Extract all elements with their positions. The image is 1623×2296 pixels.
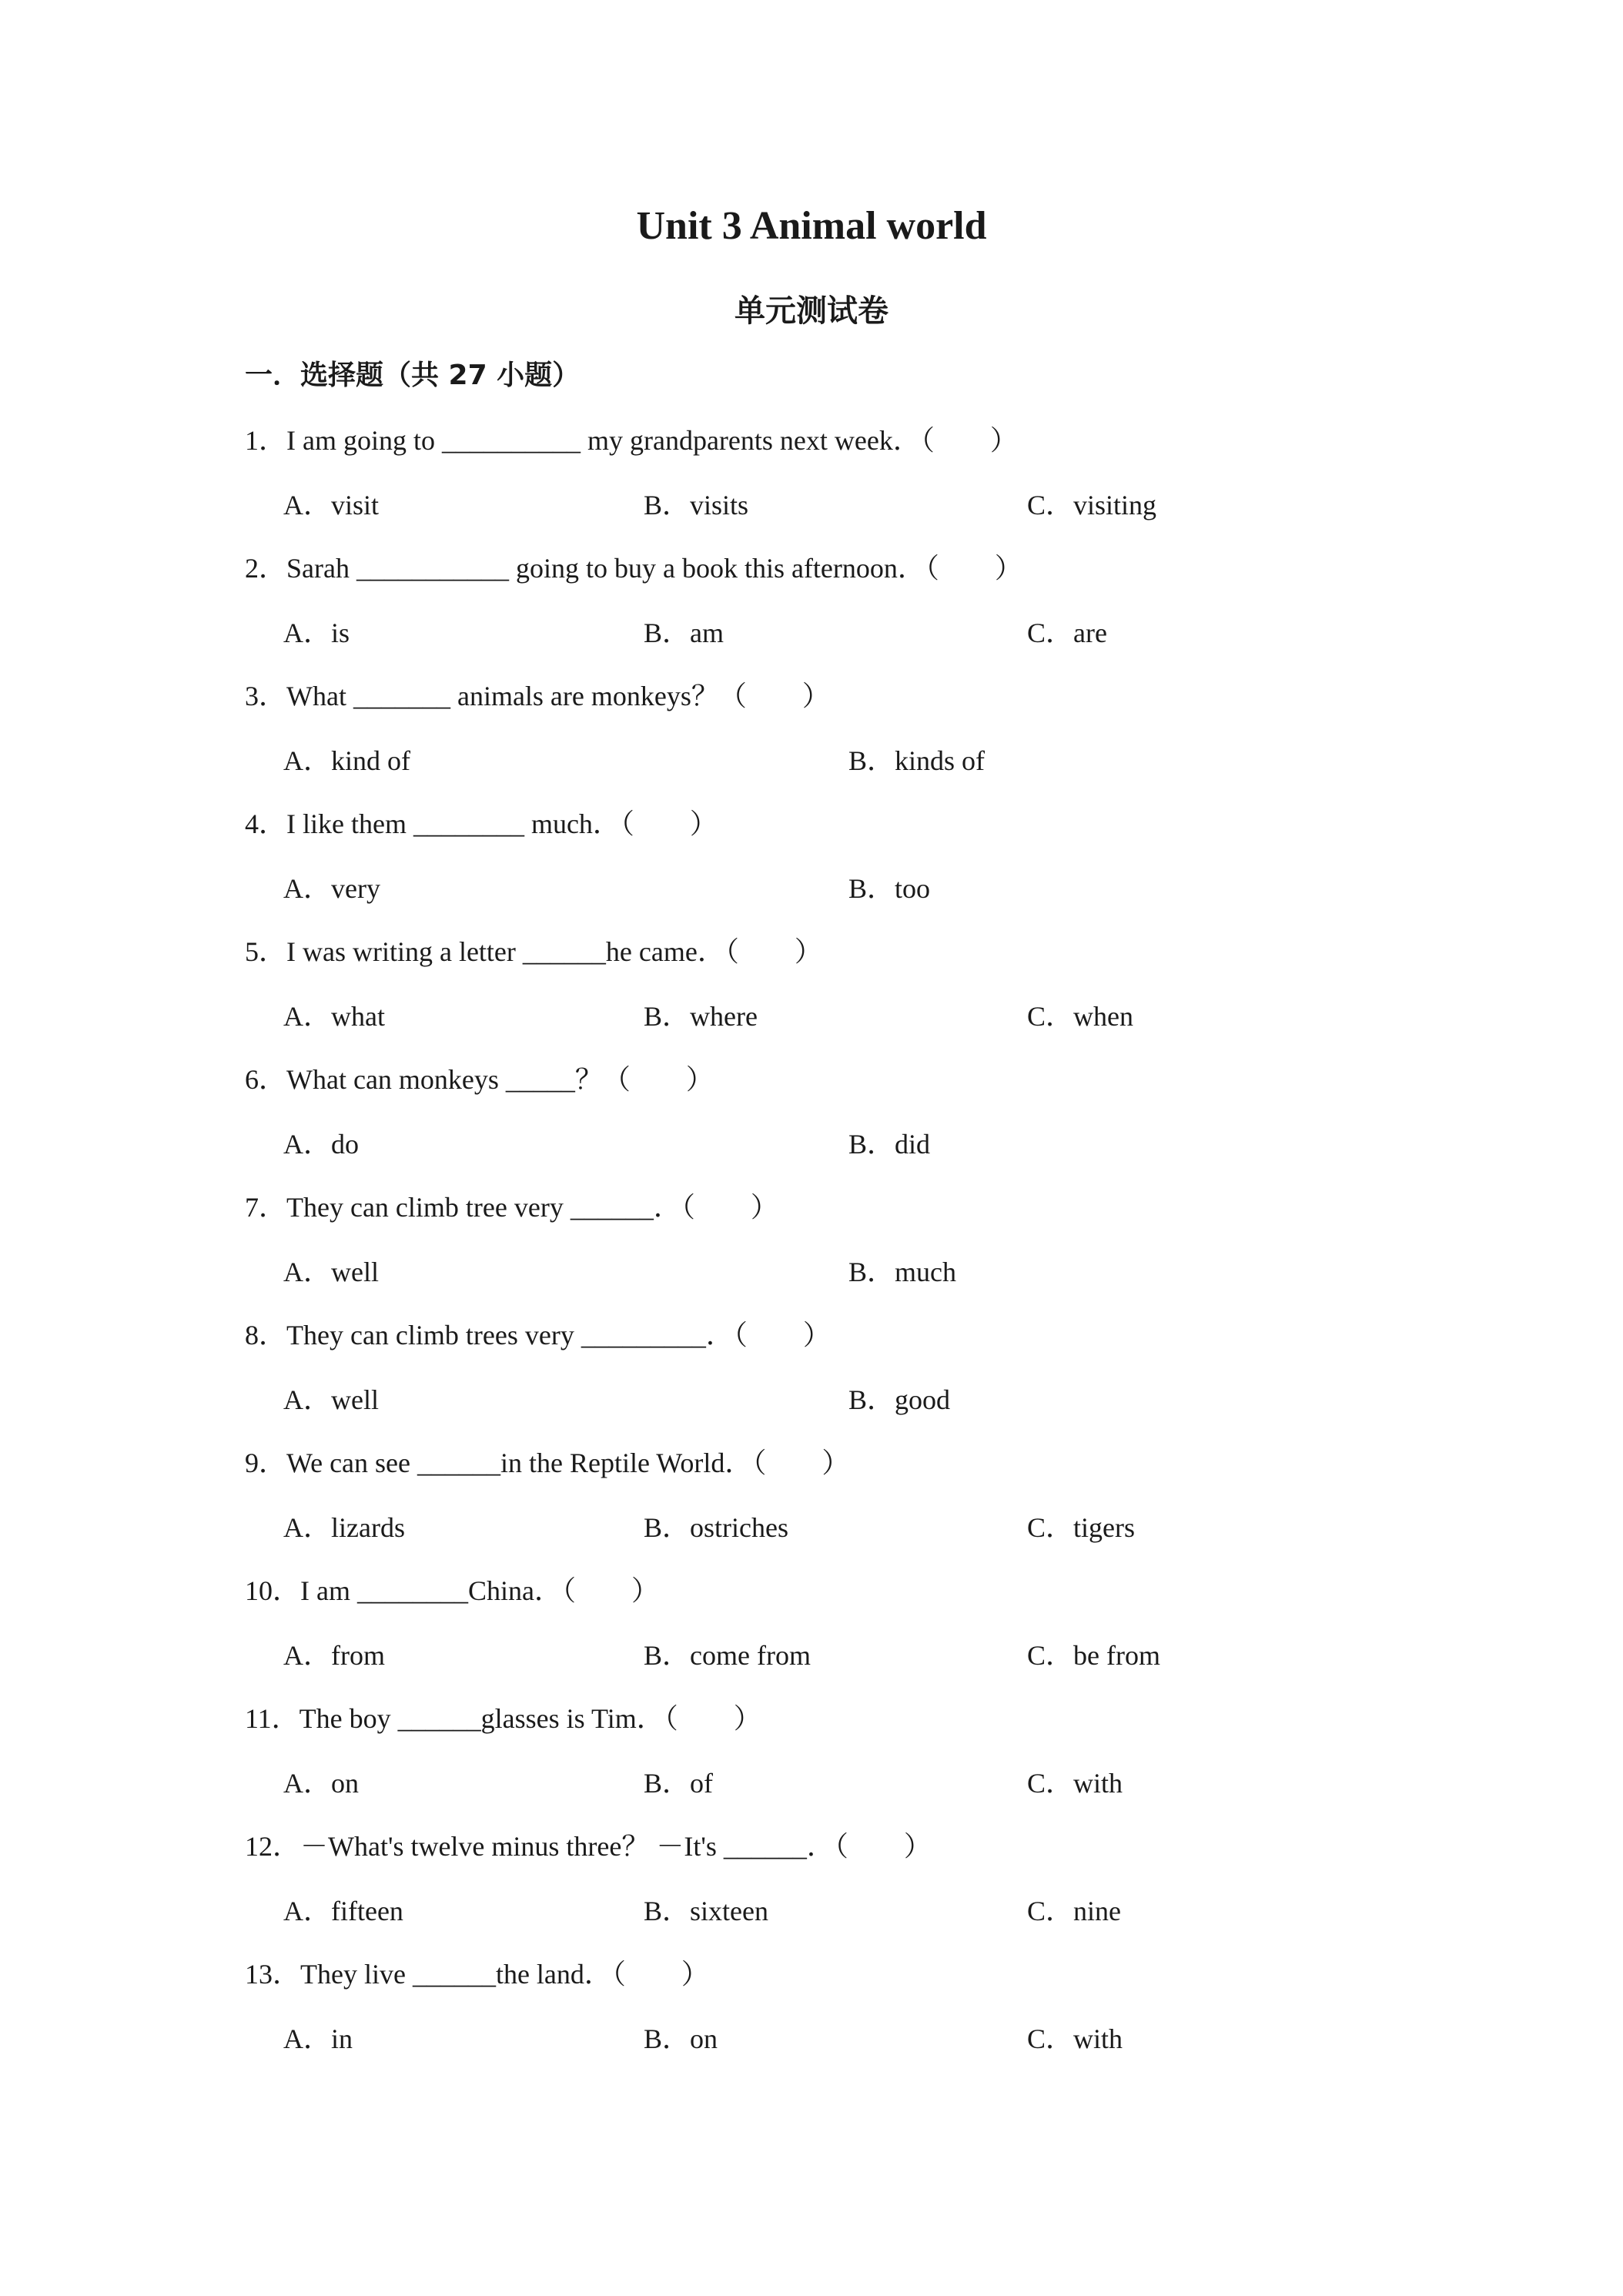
option-row xyxy=(283,1253,1361,1290)
option-row xyxy=(283,1381,1361,1418)
option-row xyxy=(283,2020,1361,2057)
question-stem: 6．What can monkeys _____？（ ） xyxy=(245,1064,714,1095)
option-b[interactable]: B．too xyxy=(848,873,931,904)
option-a[interactable]: A．kind of xyxy=(283,745,410,776)
option-b[interactable]: B．did xyxy=(848,1129,931,1160)
question-stem: 5．I was writing a letter ______he came．（ ） xyxy=(245,936,822,967)
question-4 xyxy=(245,805,1400,933)
option-c[interactable]: C．with xyxy=(1027,1768,1123,1799)
option-c[interactable]: C．be from xyxy=(1027,1640,1160,1671)
option-a[interactable]: A．do xyxy=(283,1129,359,1160)
option-a[interactable]: A．lizards xyxy=(283,1512,405,1543)
question-13 xyxy=(245,1956,1400,2083)
option-b[interactable]: B．on xyxy=(644,2023,718,2054)
option-row xyxy=(283,1126,1361,1163)
option-b[interactable]: B．am xyxy=(644,618,724,648)
option-b[interactable]: B．much xyxy=(848,1257,956,1287)
question-7 xyxy=(245,1189,1400,1317)
option-c[interactable]: C．tigers xyxy=(1027,1512,1135,1543)
question-stem: 8．They can climb trees very _________．（ ） xyxy=(245,1320,831,1350)
option-row xyxy=(283,1509,1361,1546)
question-stem: 4．I like them ________ much．（ ） xyxy=(245,808,718,839)
question-stem: 12．－What's twelve minus three？ －It's ______．（ ） xyxy=(245,1831,932,1862)
option-b[interactable]: B．where xyxy=(644,1001,758,1032)
option-b[interactable]: B．come from xyxy=(644,1640,811,1671)
question-stem: 9．We can see ______in the Reptile World．（ ） xyxy=(245,1448,850,1478)
option-c[interactable]: C．when xyxy=(1027,1001,1133,1032)
question-10 xyxy=(245,1572,1400,1700)
option-a[interactable]: A．what xyxy=(283,1001,385,1032)
question-1 xyxy=(245,422,1400,550)
option-b[interactable]: B．good xyxy=(848,1384,951,1415)
question-stem: 3．What _______ animals are monkeys？（ ） xyxy=(245,681,830,711)
option-row xyxy=(283,614,1361,651)
option-row xyxy=(283,487,1361,524)
option-row xyxy=(283,1637,1361,1674)
page-title: Unit 3 Animal world xyxy=(636,204,987,248)
question-stem: 13．They live ______the land．（ ） xyxy=(245,1959,709,1990)
option-c[interactable]: C．are xyxy=(1027,618,1107,648)
option-b[interactable]: B．sixteen xyxy=(644,1896,768,1926)
question-2 xyxy=(245,550,1400,678)
question-12 xyxy=(245,1828,1400,1956)
option-a[interactable]: A．visit xyxy=(283,490,380,520)
section-heading: 一．选择题（共 27 小题） xyxy=(245,360,581,391)
option-row xyxy=(283,742,1361,779)
option-c[interactable]: C．visiting xyxy=(1027,490,1157,520)
option-a[interactable]: A．in xyxy=(283,2023,353,2054)
option-c[interactable]: C．nine xyxy=(1027,1896,1121,1926)
question-3 xyxy=(245,678,1400,805)
option-a[interactable]: A．is xyxy=(283,618,350,648)
question-11 xyxy=(245,1700,1400,1828)
question-stem: 1．I am going to __________ my grandparents next week．（ ） xyxy=(245,425,1018,456)
question-6 xyxy=(245,1061,1400,1189)
option-a[interactable]: A．from xyxy=(283,1640,385,1671)
option-row xyxy=(283,1893,1361,1930)
option-row xyxy=(283,998,1361,1035)
question-stem: 7．They can climb tree very ______．（ ） xyxy=(245,1192,778,1223)
question-9 xyxy=(245,1444,1400,1572)
question-5 xyxy=(245,933,1400,1061)
option-a[interactable]: A．on xyxy=(283,1768,359,1799)
option-b[interactable]: B．ostriches xyxy=(644,1512,788,1543)
option-b[interactable]: B．kinds of xyxy=(848,745,986,776)
question-8 xyxy=(245,1317,1400,1444)
option-b[interactable]: B．visits xyxy=(644,490,749,520)
option-a[interactable]: A．very xyxy=(283,873,380,904)
question-list xyxy=(245,422,1400,2083)
option-c[interactable]: C．with xyxy=(1027,2023,1123,2054)
question-stem: 10．I am ________China．（ ） xyxy=(245,1575,659,1606)
question-stem: 11．The boy ______glasses is Tim．（ ） xyxy=(245,1703,761,1734)
page-subtitle: 单元测试卷 xyxy=(735,293,888,329)
option-row xyxy=(283,1765,1361,1802)
option-b[interactable]: B．of xyxy=(644,1768,714,1799)
option-a[interactable]: A．well xyxy=(283,1257,379,1287)
option-row xyxy=(283,870,1361,907)
question-stem: 2．Sarah ___________ going to buy a book this afternoon．（ ） xyxy=(245,553,1022,584)
option-a[interactable]: A．fifteen xyxy=(283,1896,403,1926)
option-a[interactable]: A．well xyxy=(283,1384,379,1415)
